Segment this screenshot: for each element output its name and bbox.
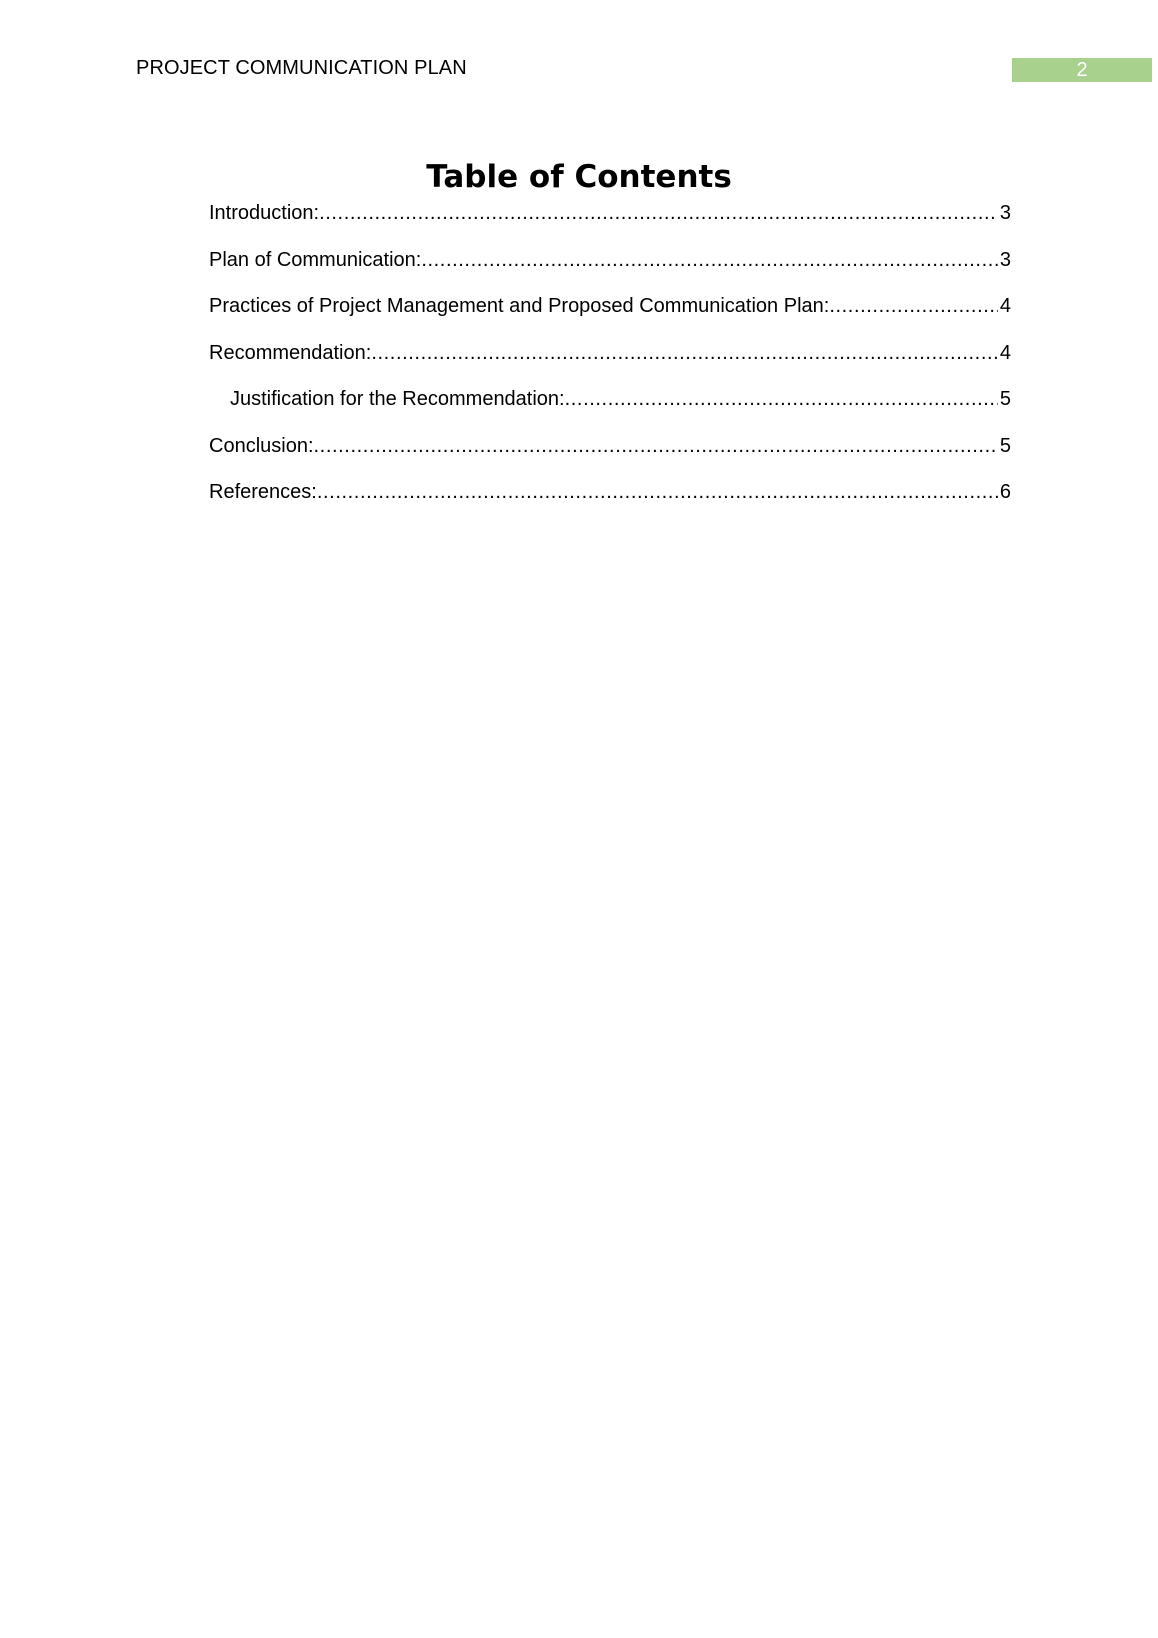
table-of-contents bbox=[209, 198, 1011, 524]
toc-entry-practices[interactable] bbox=[209, 291, 1011, 338]
toc-entry-label: References: bbox=[209, 481, 317, 503]
page-number-badge bbox=[1012, 58, 1152, 82]
toc-dot-leader bbox=[565, 384, 998, 414]
toc-heading: Table of Contents bbox=[426, 159, 732, 195]
toc-dot-leader bbox=[319, 198, 998, 228]
toc-entry-label: Plan of Communication: bbox=[209, 248, 422, 271]
running-header-title: PROJECT COMMUNICATION PLAN bbox=[136, 57, 467, 79]
toc-entry-plan-of-communication[interactable] bbox=[209, 245, 1011, 292]
toc-entry-label: Practices of Project Management and Proposed Communication Plan: bbox=[209, 295, 830, 317]
toc-dot-leader bbox=[421, 245, 998, 275]
toc-entry-recommendation[interactable] bbox=[209, 338, 1011, 385]
toc-entry-page: 5 bbox=[999, 434, 1011, 457]
toc-entry-label: Justification for the Recommendation: bbox=[230, 388, 565, 410]
toc-entry-page: 3 bbox=[999, 248, 1011, 271]
toc-entry-page: 4 bbox=[999, 295, 1011, 317]
toc-entry-page: 3 bbox=[999, 202, 1011, 224]
page-number: 2 bbox=[1076, 59, 1088, 81]
toc-entry-justification[interactable] bbox=[209, 384, 1011, 431]
toc-dot-leader bbox=[829, 291, 998, 321]
toc-entry-conclusion[interactable] bbox=[209, 431, 1011, 478]
toc-dot-leader bbox=[317, 477, 998, 507]
toc-entry-page: 6 bbox=[999, 481, 1011, 503]
toc-dot-leader bbox=[371, 338, 998, 368]
toc-entry-references[interactable] bbox=[209, 477, 1011, 524]
toc-dot-leader bbox=[314, 431, 998, 461]
toc-entry-label: Introduction: bbox=[209, 202, 320, 224]
toc-entry-label: Recommendation: bbox=[209, 341, 372, 364]
toc-entry-introduction[interactable] bbox=[209, 198, 1011, 245]
toc-entry-page: 5 bbox=[999, 388, 1011, 410]
toc-entry-page: 4 bbox=[999, 341, 1011, 364]
toc-entry-label: Conclusion: bbox=[209, 434, 314, 457]
